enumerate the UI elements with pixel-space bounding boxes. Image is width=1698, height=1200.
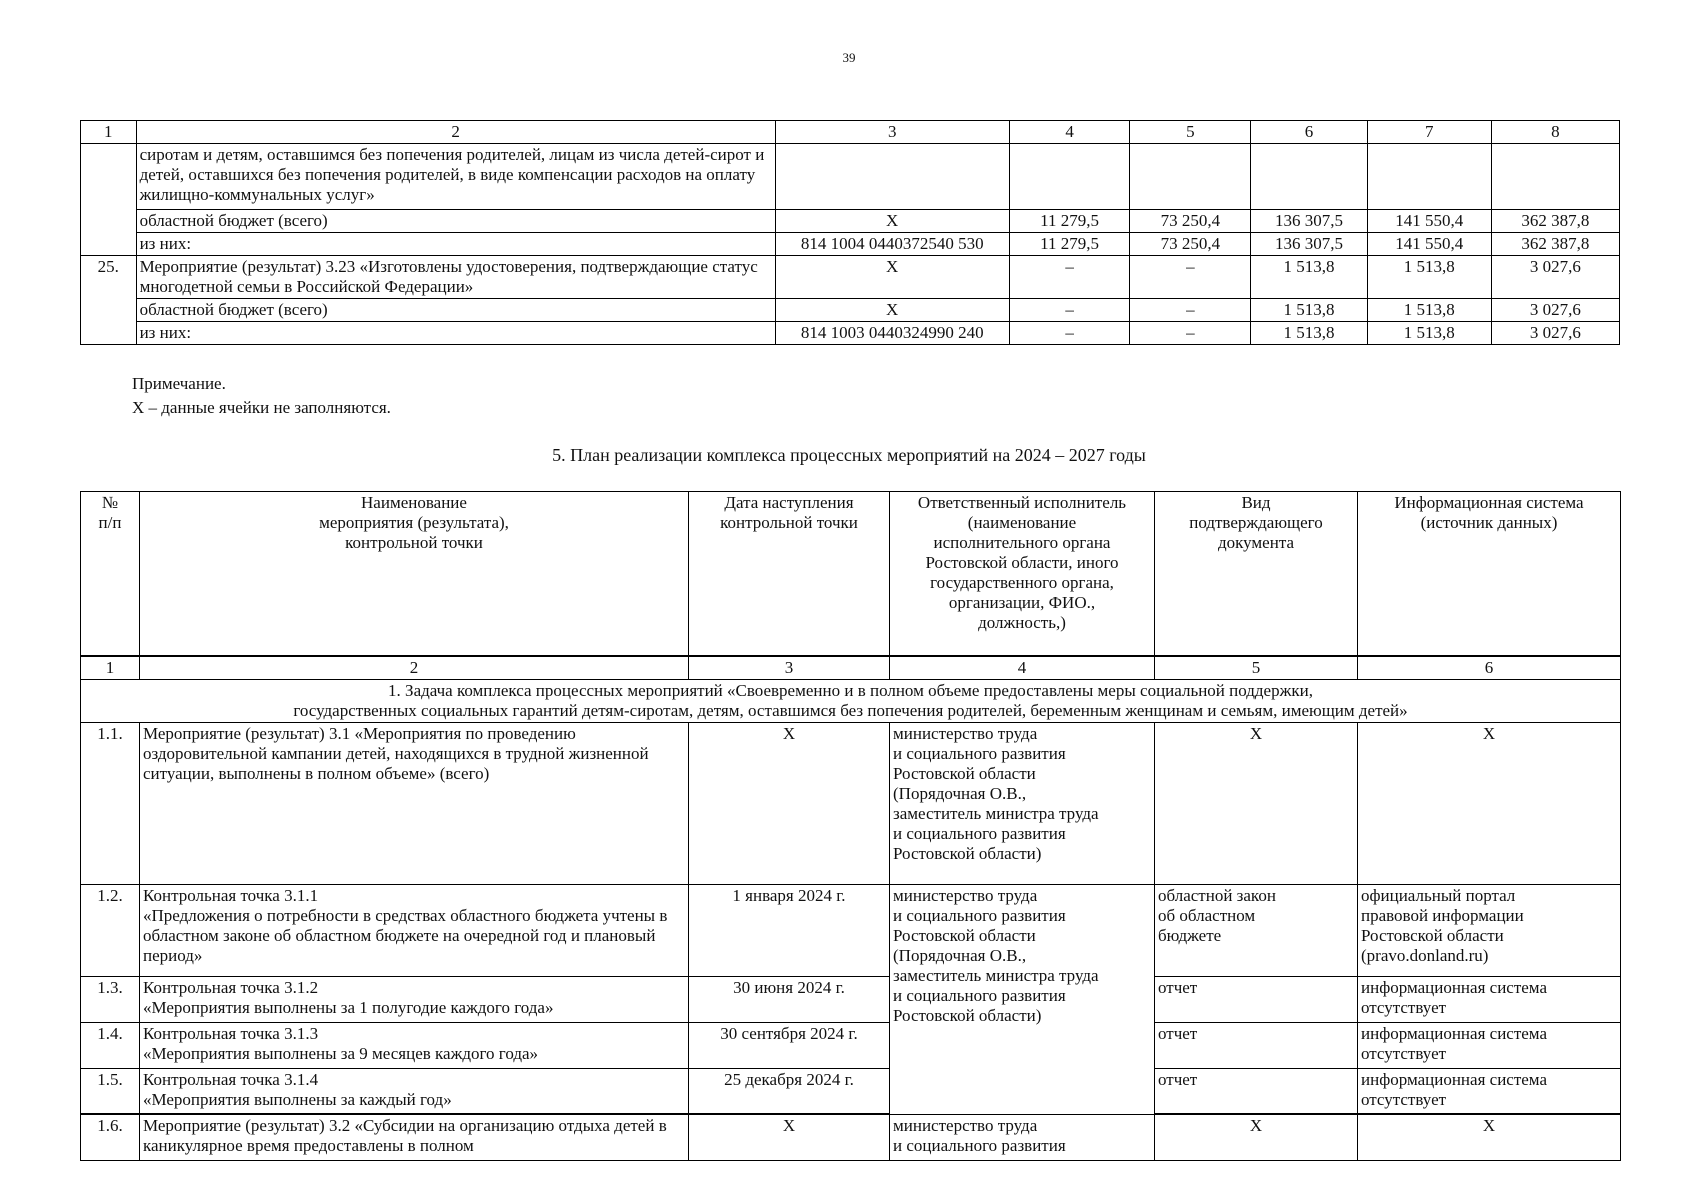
table-row xyxy=(81,322,1620,345)
row-number: 25. xyxy=(81,256,137,299)
row-value: – xyxy=(1130,299,1251,322)
row-value xyxy=(1367,144,1491,210)
col-number: 6 xyxy=(1358,656,1621,680)
row-name: Мероприятие (результат) 3.2 «Субсидии на организацию отдыха детей в каникулярное время предоставлены в полном xyxy=(140,1114,689,1160)
section-title: 5. План реализации комплекса процессных мероприятий на 2024 – 2027 годы xyxy=(552,445,1146,465)
row-value: 1 513,8 xyxy=(1251,256,1367,299)
row-date: 25 декабря 2024 г. xyxy=(689,1068,890,1114)
row-value: 11 279,5 xyxy=(1009,210,1130,233)
row-name: Контрольная точка 3.1.2 «Мероприятия выполнены за 1 полугодие каждого года» xyxy=(140,976,689,1022)
row-value: 136 307,5 xyxy=(1251,210,1367,233)
row-number: 1.5. xyxy=(81,1068,140,1114)
task-title: 1. Задача комплекса процессных мероприятий «Своевременно и в полном объеме предоставлены меры социальной поддержки, государственных социальных гарантий детям-сиротам, детям, оставшимся без попечения родителей, беременным женщинам и семьям, имеющим детей» xyxy=(81,679,1621,722)
col-number: 4 xyxy=(890,656,1155,680)
row-name: Контрольная точка 3.1.3 «Мероприятия выполнены за 9 месяцев каждого года» xyxy=(140,1022,689,1068)
row-code: 814 1003 0440324990 240 xyxy=(775,322,1009,345)
row-info-system: информационная система отсутствует xyxy=(1358,976,1621,1022)
col-header: 7 xyxy=(1367,121,1491,144)
page-number: 39 xyxy=(842,50,856,65)
col-header: 5 xyxy=(1130,121,1251,144)
row-value xyxy=(1130,144,1251,210)
note-title: Примечание. xyxy=(132,374,226,393)
row-value: 73 250,4 xyxy=(1130,233,1251,256)
row-date: 30 сентября 2024 г. xyxy=(689,1022,890,1068)
row-code: X xyxy=(775,210,1009,233)
row-info-system: официальный портал правовой информации Ростовской области (pravo.donland.ru) xyxy=(1358,884,1621,976)
col-header: 8 xyxy=(1491,121,1619,144)
col-number: 3 xyxy=(689,656,890,680)
header-info-system: Информационная система (источник данных) xyxy=(1358,492,1621,656)
row-code: 814 1004 0440372540 530 xyxy=(775,233,1009,256)
row-value: 1 513,8 xyxy=(1251,299,1367,322)
row-value: 3 027,6 xyxy=(1491,256,1619,299)
row-number xyxy=(81,144,137,210)
row-responsible: министерство труда и социального развития xyxy=(890,1114,1155,1160)
row-date: X xyxy=(689,1114,890,1160)
header-responsible: Ответственный исполнитель (наименование исполнительного органа Ростовской области, иного государственного органа, организации, ФИО., должность,) xyxy=(890,492,1155,656)
row-code: X xyxy=(775,256,1009,299)
row-value xyxy=(1251,144,1367,210)
row-value: 73 250,4 xyxy=(1130,210,1251,233)
row-name: из них: xyxy=(136,322,775,345)
row-number: 1.4. xyxy=(81,1022,140,1068)
row-number xyxy=(81,322,137,345)
row-number: 1.1. xyxy=(81,722,140,884)
row-name: Мероприятие (результат) 3.23 «Изготовлены удостоверения, подтверждающие статус многодетной семьи в Российской Федерации» xyxy=(136,256,775,299)
row-value: – xyxy=(1009,256,1130,299)
row-value: 1 513,8 xyxy=(1367,256,1491,299)
row-value: 3 027,6 xyxy=(1491,299,1619,322)
col-header: 3 xyxy=(775,121,1009,144)
header-name: Наименование мероприятия (результата), контрольной точки xyxy=(140,492,689,656)
header-num: № п/п xyxy=(81,492,140,656)
row-number xyxy=(81,299,137,322)
table-row xyxy=(81,722,1621,884)
row-info-system: информационная система отсутствует xyxy=(1358,1022,1621,1068)
plan-table xyxy=(80,491,1621,1161)
row-document: X xyxy=(1155,1114,1358,1160)
row-name: сиротам и детям, оставшимся без попечения родителей, лицам из числа детей-сирот и детей, оставшихся без попечения родителей, в виде компенсации расходов на оплату жилищно-коммунальных услуг» xyxy=(136,144,775,210)
row-name: Контрольная точка 3.1.1 «Предложения о потребности в средствах областного бюджета учтены в областном законе об областном бюджете на очередной год и плановый период» xyxy=(140,884,689,976)
row-document: областной закон об областном бюджете xyxy=(1155,884,1358,976)
table-row xyxy=(81,1114,1621,1160)
table-row xyxy=(81,256,1620,299)
row-document: отчет xyxy=(1155,1068,1358,1114)
row-value: 11 279,5 xyxy=(1009,233,1130,256)
row-code: X xyxy=(775,299,1009,322)
row-value: 141 550,4 xyxy=(1367,233,1491,256)
row-value xyxy=(1491,144,1619,210)
row-document: отчет xyxy=(1155,976,1358,1022)
col-number-row xyxy=(81,656,1621,680)
row-value: 141 550,4 xyxy=(1367,210,1491,233)
table-header-row xyxy=(81,492,1621,656)
col-number: 1 xyxy=(81,656,140,680)
row-responsible: министерство труда и социального развития Ростовской области (Порядочная О.В., заместитель министра труда и социального развития Ростовской области) xyxy=(890,722,1155,884)
row-number xyxy=(81,210,137,233)
table-row xyxy=(81,884,1621,976)
table-row xyxy=(81,1022,1621,1068)
row-code xyxy=(775,144,1009,210)
row-number: 1.6. xyxy=(81,1114,140,1160)
col-number: 2 xyxy=(140,656,689,680)
row-info-system: информационная система отсутствует xyxy=(1358,1068,1621,1114)
row-value: 362 387,8 xyxy=(1491,233,1619,256)
table-row xyxy=(81,299,1620,322)
row-info-system: X xyxy=(1358,1114,1621,1160)
row-document: отчет xyxy=(1155,1022,1358,1068)
table-row xyxy=(81,210,1620,233)
row-value: 1 513,8 xyxy=(1367,322,1491,345)
row-value: – xyxy=(1009,299,1130,322)
row-number xyxy=(81,233,137,256)
col-header: 1 xyxy=(81,121,137,144)
row-number: 1.3. xyxy=(81,976,140,1022)
budget-table xyxy=(80,120,1620,345)
row-value: 136 307,5 xyxy=(1251,233,1367,256)
row-value: – xyxy=(1130,322,1251,345)
row-value xyxy=(1009,144,1130,210)
table-header-row xyxy=(81,121,1620,144)
table-row xyxy=(81,1068,1621,1114)
row-info-system: X xyxy=(1358,722,1621,884)
row-responsible: министерство труда и социального развития Ростовской области (Порядочная О.В., заместитель министра труда и социального развития Ростовской области) xyxy=(890,884,1155,1114)
row-document: X xyxy=(1155,722,1358,884)
row-name: из них: xyxy=(136,233,775,256)
table-row xyxy=(81,233,1620,256)
col-header: 4 xyxy=(1009,121,1130,144)
note-text: X – данные ячейки не заполняются. xyxy=(132,398,391,417)
col-header: 6 xyxy=(1251,121,1367,144)
row-date: 1 января 2024 г. xyxy=(689,884,890,976)
header-date: Дата наступления контрольной точки xyxy=(689,492,890,656)
col-header: 2 xyxy=(136,121,775,144)
row-number: 1.2. xyxy=(81,884,140,976)
row-name: Контрольная точка 3.1.4 «Мероприятия выполнены за каждый год» xyxy=(140,1068,689,1114)
row-value: 3 027,6 xyxy=(1491,322,1619,345)
table-row xyxy=(81,976,1621,1022)
col-number: 5 xyxy=(1155,656,1358,680)
task-row xyxy=(81,679,1621,722)
row-date: 30 июня 2024 г. xyxy=(689,976,890,1022)
row-value: 362 387,8 xyxy=(1491,210,1619,233)
row-value: – xyxy=(1009,322,1130,345)
row-name: областной бюджет (всего) xyxy=(136,210,775,233)
row-date: X xyxy=(689,722,890,884)
row-name: областной бюджет (всего) xyxy=(136,299,775,322)
row-value: – xyxy=(1130,256,1251,299)
header-document: Вид подтверждающего документа xyxy=(1155,492,1358,656)
row-value: 1 513,8 xyxy=(1251,322,1367,345)
row-value: 1 513,8 xyxy=(1367,299,1491,322)
row-name: Мероприятие (результат) 3.1 «Мероприятия по проведению оздоровительной кампании детей, находящихся в трудной жизненной ситуации, выполнены в полном объеме» (всего) xyxy=(140,722,689,884)
table-row xyxy=(81,144,1620,210)
